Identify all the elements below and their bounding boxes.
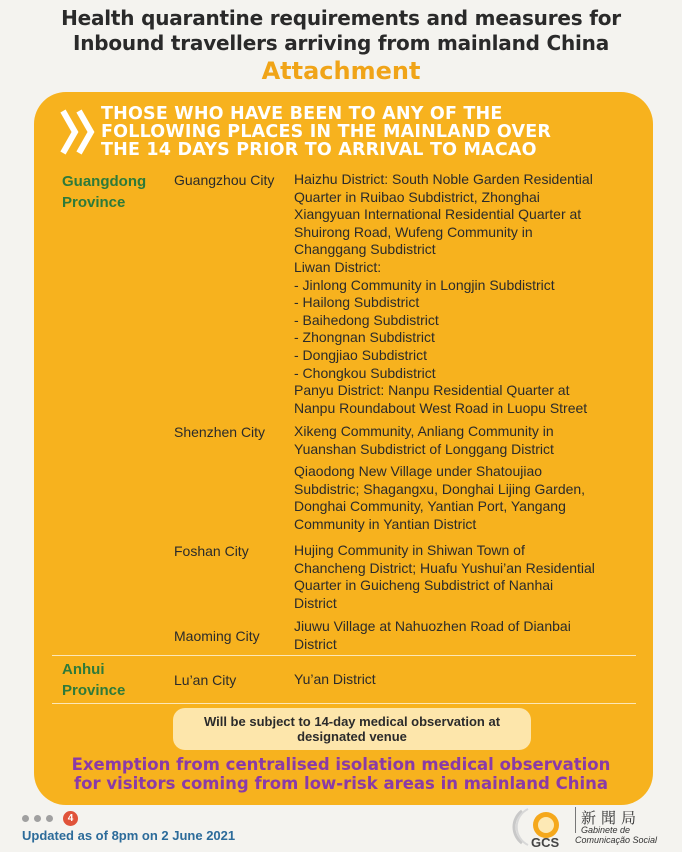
area-line: - Baihedong Subdistrict: [294, 311, 439, 328]
province-name: Anhui: [62, 661, 105, 678]
shenzhen-areas-b: [294, 463, 630, 533]
logo-portuguese-2: Comunicação Social: [575, 835, 658, 845]
area-line: Quarter in Ruibao Subdistrict, Zhonghai: [294, 188, 540, 205]
city-foshan: Foshan City: [174, 543, 249, 559]
area-line: Xiangyuan International Residential Quarter at: [294, 206, 582, 223]
luan-areas: [294, 671, 630, 689]
city-maoming: Maoming City: [174, 628, 260, 644]
logo-divider: [575, 807, 576, 833]
area-line: Qiaodong New Village under Shatoujiao: [294, 463, 543, 479]
city-luan: Lu’an City: [174, 672, 237, 688]
area-line: Hujing Community in Shiwan Town of: [294, 542, 525, 558]
banner-line: THE 14 DAYS PRIOR TO ARRIVAL TO MACAO: [101, 140, 537, 160]
exemption-note: [0, 755, 682, 793]
province-name: Guangdong: [62, 173, 147, 190]
page-dot[interactable]: [22, 815, 29, 822]
exemption-line: Exemption from centralised isolation medical observation: [71, 755, 611, 774]
area-line: Xikeng Community, Anliang Community in: [294, 423, 554, 439]
province-suffix: Province: [62, 682, 126, 699]
area-line: District: [294, 594, 337, 611]
city-guangzhou: Guangzhou City: [174, 172, 275, 188]
title-line-2: Inbound travellers arriving from mainland China: [72, 31, 610, 55]
banner-line: FOLLOWING PLACES IN THE MAINLAND OVER: [101, 122, 552, 142]
area-line: Donghai Community, Yantian Port, Yangang: [294, 498, 566, 515]
section-divider: [52, 655, 636, 656]
area-line: Subdistric; Shagangxu, Donghai Lijing Garden,: [294, 480, 586, 497]
area-line: Yu’an District: [294, 671, 376, 687]
area-line: - Dongjiao Subdistrict: [294, 346, 428, 363]
notice-line: designated venue: [297, 729, 407, 744]
observation-notice: [173, 708, 531, 750]
page-dot[interactable]: [34, 815, 41, 822]
area-line: Shuirong Road, Wufeng Community in: [294, 223, 533, 240]
area-line: Panyu District: Nanpu Residential Quarter at: [294, 382, 570, 399]
province-anhui: [62, 659, 167, 701]
area-line: Community in Yantian District: [294, 515, 477, 532]
gcs-logo: [508, 803, 678, 849]
area-line: District: [294, 635, 337, 652]
area-line: - Jinlong Community in Longjin Subdistrict: [294, 276, 555, 293]
logo-chinese: 新聞局: [581, 809, 642, 827]
area-line: Quarter in Guicheng Subdistrict of Nanhai: [294, 577, 554, 594]
area-line: - Zhongnan Subdistrict: [294, 329, 435, 346]
exemption-line: for visitors coming from low-risk areas in mainland China: [73, 774, 608, 793]
current-page-badge[interactable]: 4: [63, 811, 78, 826]
banner-heading: [101, 105, 621, 159]
guangzhou-areas: [294, 171, 630, 417]
area-line: - Chongkou Subdistrict: [294, 364, 436, 381]
gcs-emblem-icon: [508, 803, 572, 849]
area-line: Liwan District:: [294, 258, 382, 275]
area-line: Haizhu District: South Noble Garden Residential: [294, 171, 593, 187]
notice-line: Will be subject to 14-day medical observation at: [203, 714, 501, 729]
shenzhen-areas-a: [294, 423, 630, 458]
banner-line: THOSE WHO HAVE BEEN TO ANY OF THE: [101, 104, 503, 124]
double-chevron-icon: [60, 107, 98, 157]
foshan-areas: [294, 542, 630, 612]
page-dot[interactable]: [46, 815, 53, 822]
area-line: Jiuwu Village at Nahuozhen Road of Dianbai: [294, 618, 571, 634]
area-line: Chancheng District; Huafu Yushui’an Residential: [294, 559, 595, 576]
subtitle: Attachment: [261, 57, 421, 85]
page-title: [0, 6, 682, 56]
area-line: Yuanshan Subdistrict of Longgang District: [294, 440, 554, 457]
logo-portuguese-1: Gabinete de: [581, 825, 631, 835]
area-line: Changgang Subdistrict: [294, 241, 436, 258]
updated-timestamp: Updated as of 8pm on 2 June 2021: [22, 828, 236, 843]
province-suffix: Province: [62, 194, 126, 211]
city-shenzhen: Shenzhen City: [174, 424, 266, 440]
logo-letters: GCS: [531, 835, 560, 849]
maoming-areas: [294, 618, 630, 653]
area-line: - Hailong Subdistrict: [294, 294, 420, 311]
area-line: Nanpu Roundabout West Road in Luopu Street: [294, 399, 588, 416]
province-guangdong: [62, 171, 167, 213]
section-divider: [52, 703, 636, 704]
title-line-1: Health quarantine requirements and measures for: [61, 6, 621, 30]
